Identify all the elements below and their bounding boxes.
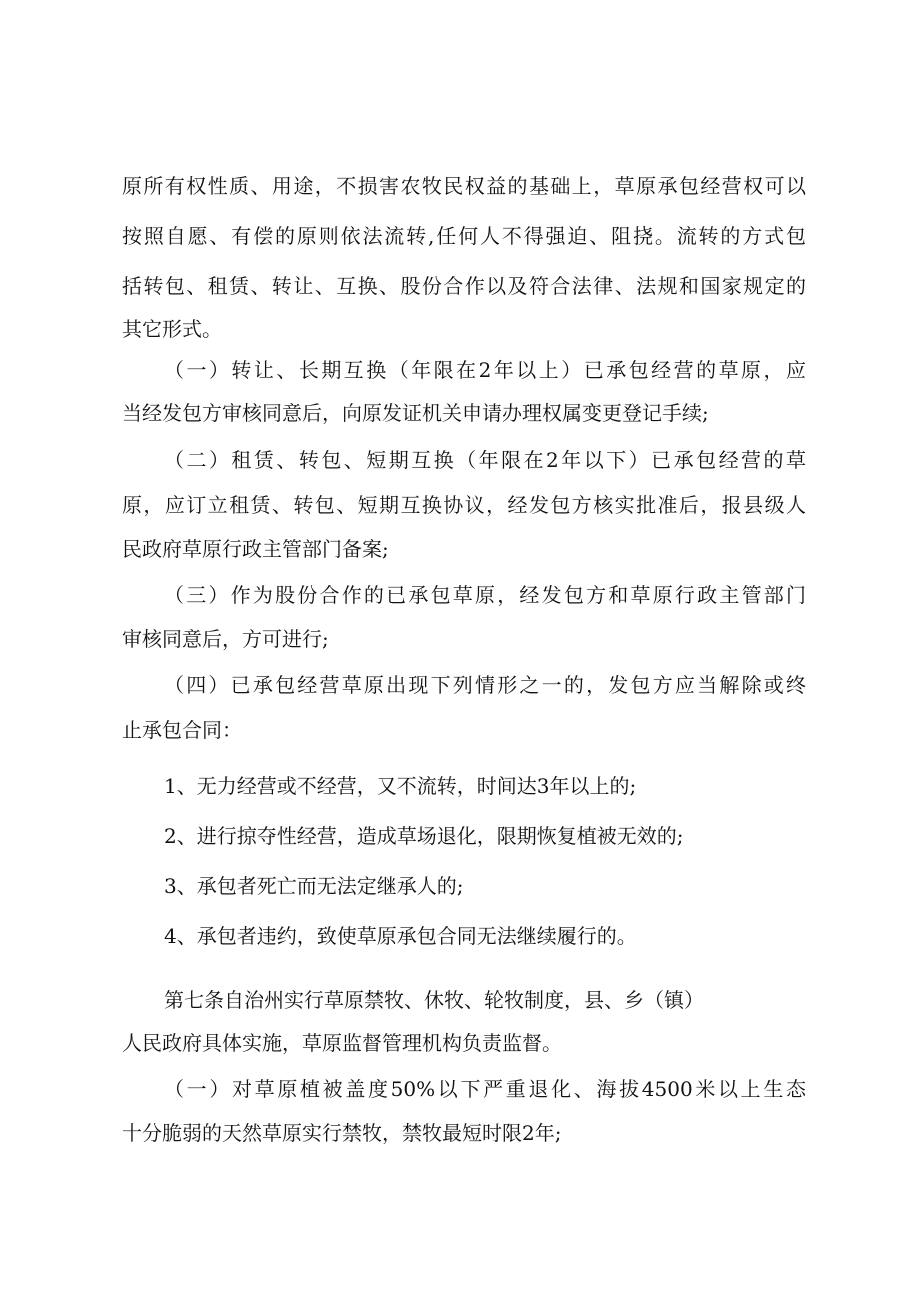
text-line: 当经发包方审核同意后，向原发证机关申请办理权属变更登记手续; (122, 401, 709, 425)
text-line: 原，应订立租赁、转包、短期互换协议，经发包方核实批准后，报县级人 (122, 493, 806, 517)
text-line: （三）作为股份合作的已承包草原，经发包方和草原行政主管部门 (164, 583, 806, 607)
text-line: 民政府草原行政主管部门备案; (122, 537, 389, 561)
list-item: 2、进行掠夺性经营，造成草场退化，限期恢复植被无效的; (164, 824, 684, 848)
list-item: 4、承包者违约，致使草原承包合同无法继续履行的。 (164, 924, 637, 948)
text-line: 十分脆弱的天然草原实行禁牧，禁牧最短时限2年; (122, 1121, 562, 1145)
text-line: 括转包、租赁、转让、互换、股份合作以及符合法律、法规和国家规定的 (122, 274, 806, 298)
text-line: （一）对草原植被盖度50%以下严重退化、海拔4500米以上生态 (164, 1077, 806, 1101)
text-line: （四）已承包经营草原出现下列情形之一的，发包方应当解除或终 (164, 673, 806, 697)
text-line: 人民政府具体实施，草原监督管理机构负责监督。 (122, 1031, 562, 1055)
text-line: 其它形式。 (122, 317, 222, 341)
article-heading-line: 第七条自治州实行草原禁牧、休牧、轮牧制度，县、乡（镇） (164, 988, 704, 1012)
text-line: 审核同意后，方可进行; (122, 627, 329, 651)
text-line: （一）转让、长期互换（年限在2年以上）已承包经营的草原，应 (164, 358, 806, 382)
text-line: （二）租赁、转包、短期互换（年限在2年以下）已承包经营的草 (164, 448, 806, 472)
text-line: 原所有权性质、用途，不损害农牧民权益的基础上，草原承包经营权可以 (122, 174, 806, 198)
list-item: 3、承包者死亡而无法定继承人的; (164, 874, 464, 898)
text-line: 止承包合同： (122, 718, 242, 742)
text-line: 按照自愿、有偿的原则依法流转,任何人不得强迫、阻挠。流转的方式包 (122, 224, 806, 248)
list-item: 1、无力经营或不经营，又不流转，时间达3年以上的; (164, 774, 637, 798)
